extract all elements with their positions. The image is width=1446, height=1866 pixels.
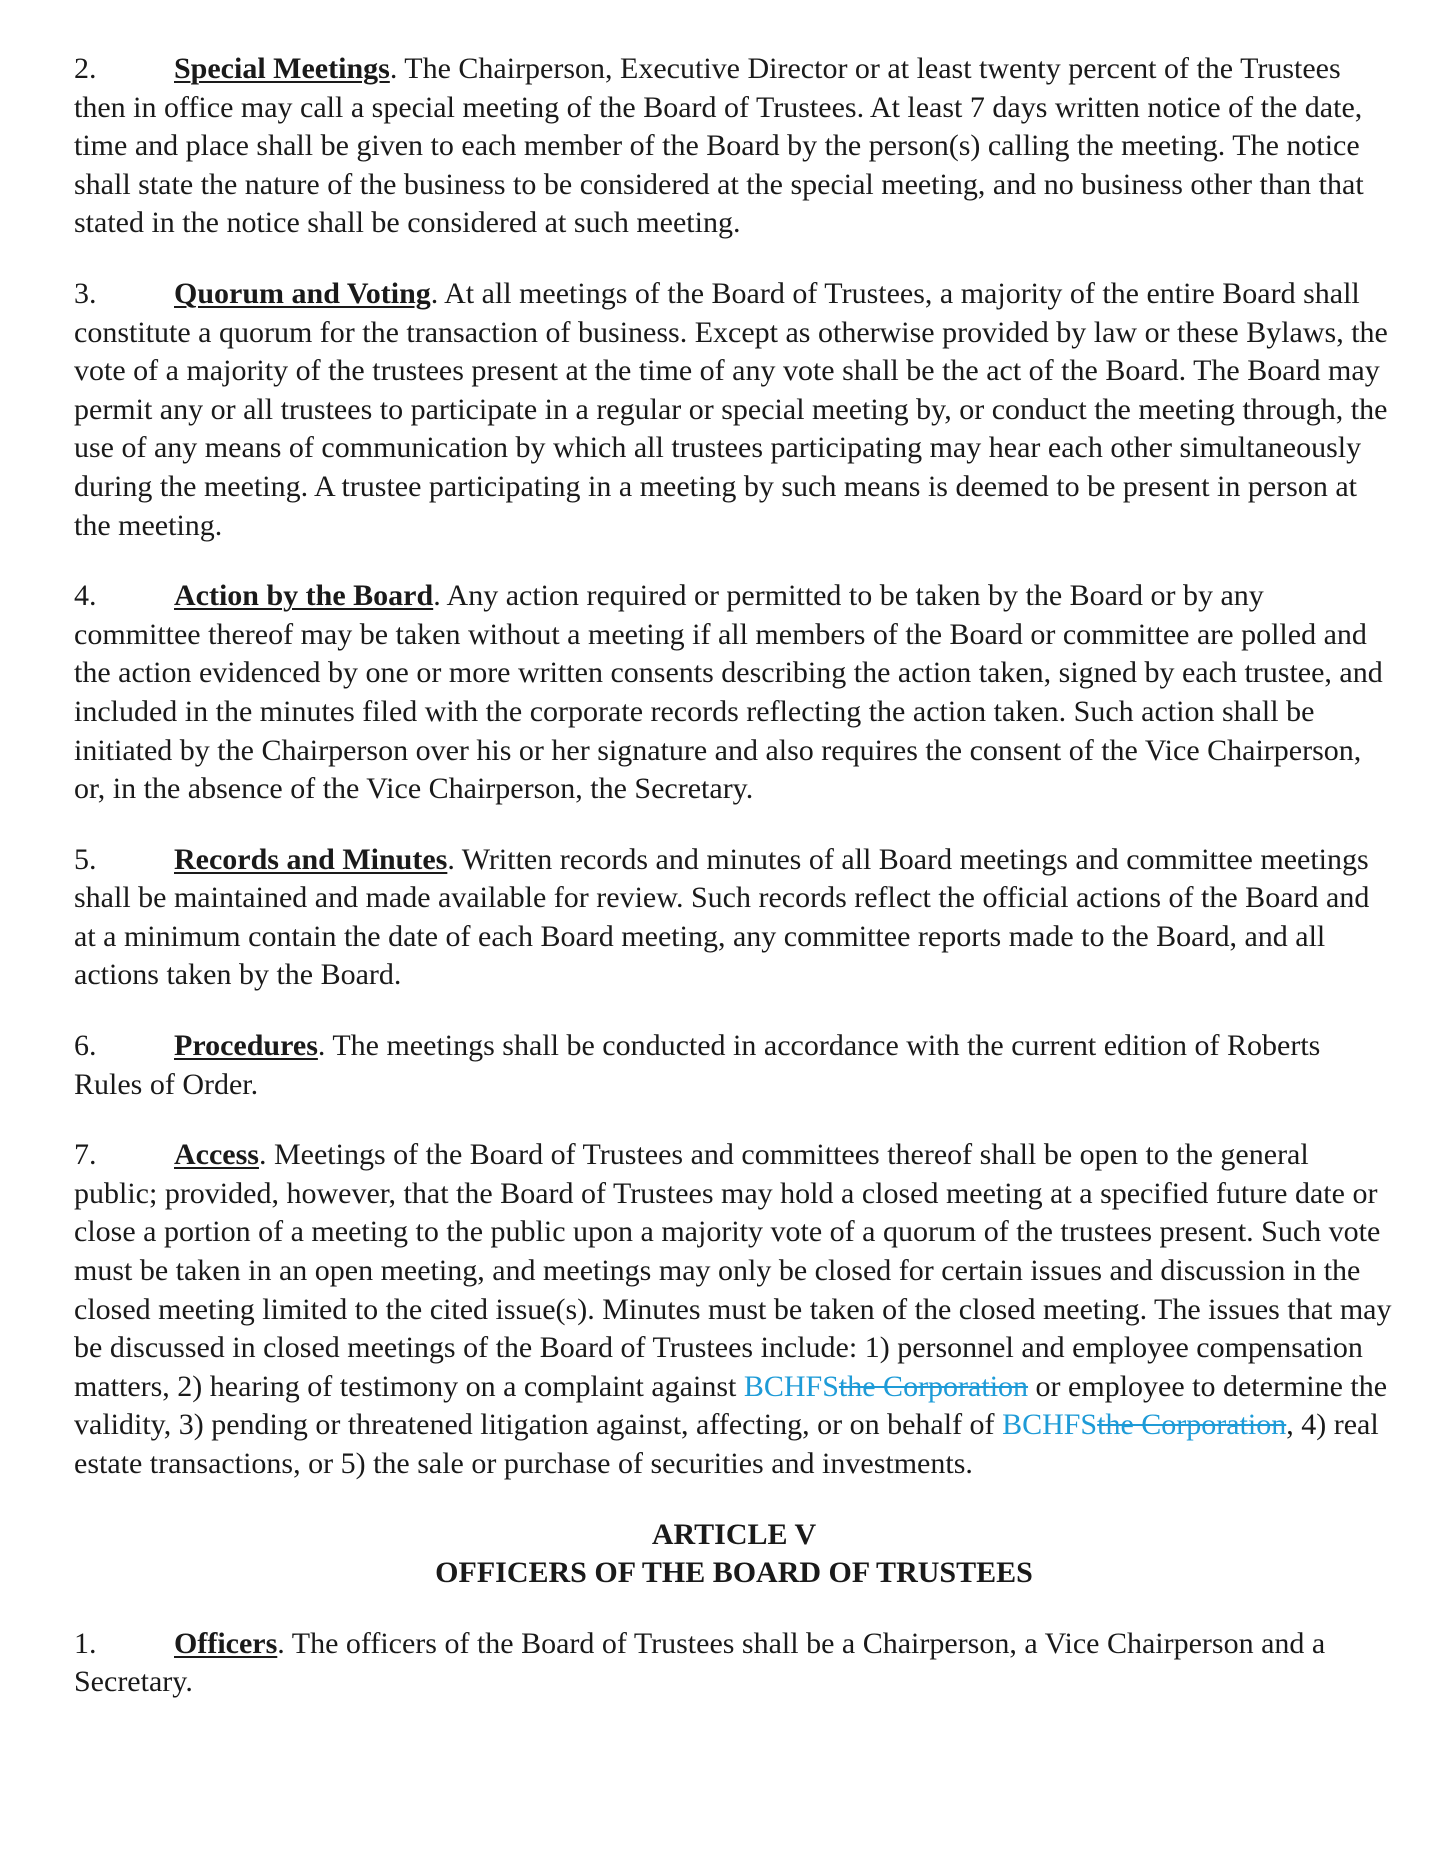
article-title: OFFICERS OF THE BOARD OF TRUSTEES	[435, 1556, 1033, 1590]
article-number: ARTICLE V	[651, 1517, 817, 1551]
section-number: 1.	[74, 1626, 97, 1660]
revision-insertion: BCHFS	[1002, 1408, 1098, 1442]
section-body: . Meetings of the Board of Trustees and committees thereof shall be open to the general public; provided, however, that the Board of Trustees may hold a closed meeting at a specified future date or close a portion of a meeting to the public upon a majority vote of a quorum of the trustees present. Such vote must be taken in an open meeting, and meetings may only be closed for certain issues and discussion in the closed meeting limited to the cited issue(s). Minutes must be taken of the closed meeting. The issues that may be discussed in closed meetings of the Board of Trustees include: 1) personnel and employee compensation matters, 2) hearing of testimony on a complaint against	[74, 1138, 1392, 1403]
document-page	[74, 50, 1394, 1734]
section-body: . The Chairperson, Executive Director or at least twenty percent of the Trustees then in office may call a special meeting of the Board of Trustees. At least 7 days written notice of the date, time and place shall be given to each member of the Board by the person(s) calling the meeting. The notice shall state the nature of the business to be considered at the special meeting, and no business other than that stated in the notice shall be considered at such meeting.	[74, 52, 1364, 240]
revision-deletion: the Corporation	[838, 1369, 1029, 1403]
section-number: 5.	[74, 842, 97, 876]
section-body: . Any action required or permitted to be taken by the Board or by any committee thereof may be taken without a meeting if all members of the Board or committee are polled and the action evidenced by one or more written consents describing the action taken, signed by each trustee, and included in the minutes filed with the corporate records reflecting the action taken. Such action shall be initiated by the Chairperson over his or her signature and also requires the consent of the Vice Chairperson, or, in the absence of the Vice Chairperson, the Secretary.	[74, 579, 1383, 806]
section-number: 7.	[74, 1138, 97, 1172]
section-number: 3.	[74, 276, 97, 310]
section-body: or employee to determine the validity, 3) pending or threatened litigation against, affecting, or on behalf of	[74, 1369, 1388, 1442]
section-body: . The officers of the Board of Trustees shall be a Chairperson, a Vice Chairperson and a Secretary.	[74, 1626, 1326, 1699]
section-body: . At all meetings of the Board of Trustees, a majority of the entire Board shall constitute a quorum for the transaction of business. Except as otherwise provided by law or these Bylaws, the vote of a majority of the trustees present at the time of any vote shall be the act of the Board. The Board may permit any or all trustees to participate in a regular or special meeting by, or conduct the meeting through, the use of any means of communication by which all trustees participating may hear each other simultaneously during the meeting. A trustee participating in a meeting by such means is deemed to be present in person at the meeting.	[74, 276, 1388, 542]
section-procedures	[74, 1027, 1394, 1104]
section-heading: Procedures	[174, 1029, 318, 1063]
section-special-meetings	[74, 50, 1394, 243]
section-action-by-the-board	[74, 577, 1394, 809]
section-heading: Action by the Board	[174, 579, 434, 613]
article-heading	[74, 1516, 1394, 1593]
section-body: , 4) real estate transactions, or 5) the sale or purchase of securities and investments.	[74, 1408, 1379, 1480]
revision-deletion: the Corporation	[1097, 1408, 1287, 1442]
section-quorum-and-voting	[74, 275, 1394, 545]
section-heading: Officers	[174, 1626, 278, 1660]
section-heading: Special Meetings	[174, 52, 390, 85]
revision-insertion: BCHFS	[743, 1369, 839, 1403]
section-officers	[74, 1625, 1394, 1702]
section-number: 6.	[74, 1029, 97, 1063]
section-heading: Records and Minutes	[174, 842, 448, 876]
section-heading: Access	[174, 1138, 259, 1172]
section-access	[74, 1136, 1394, 1483]
section-body: . Written records and minutes of all Board meetings and committee meetings shall be maintained and made available for review. Such records reflect the official actions of the Board and at a minimum contain the date of each Board meeting, any committee reports made to the Board, and all actions taken by the Board.	[74, 842, 1370, 992]
section-body: . The meetings shall be conducted in accordance with the current edition of Roberts Rules of Order.	[74, 1029, 1321, 1101]
section-number: 2.	[74, 52, 97, 85]
section-number: 4.	[74, 579, 97, 613]
section-heading: Quorum and Voting	[174, 276, 431, 310]
section-records-and-minutes	[74, 841, 1394, 995]
